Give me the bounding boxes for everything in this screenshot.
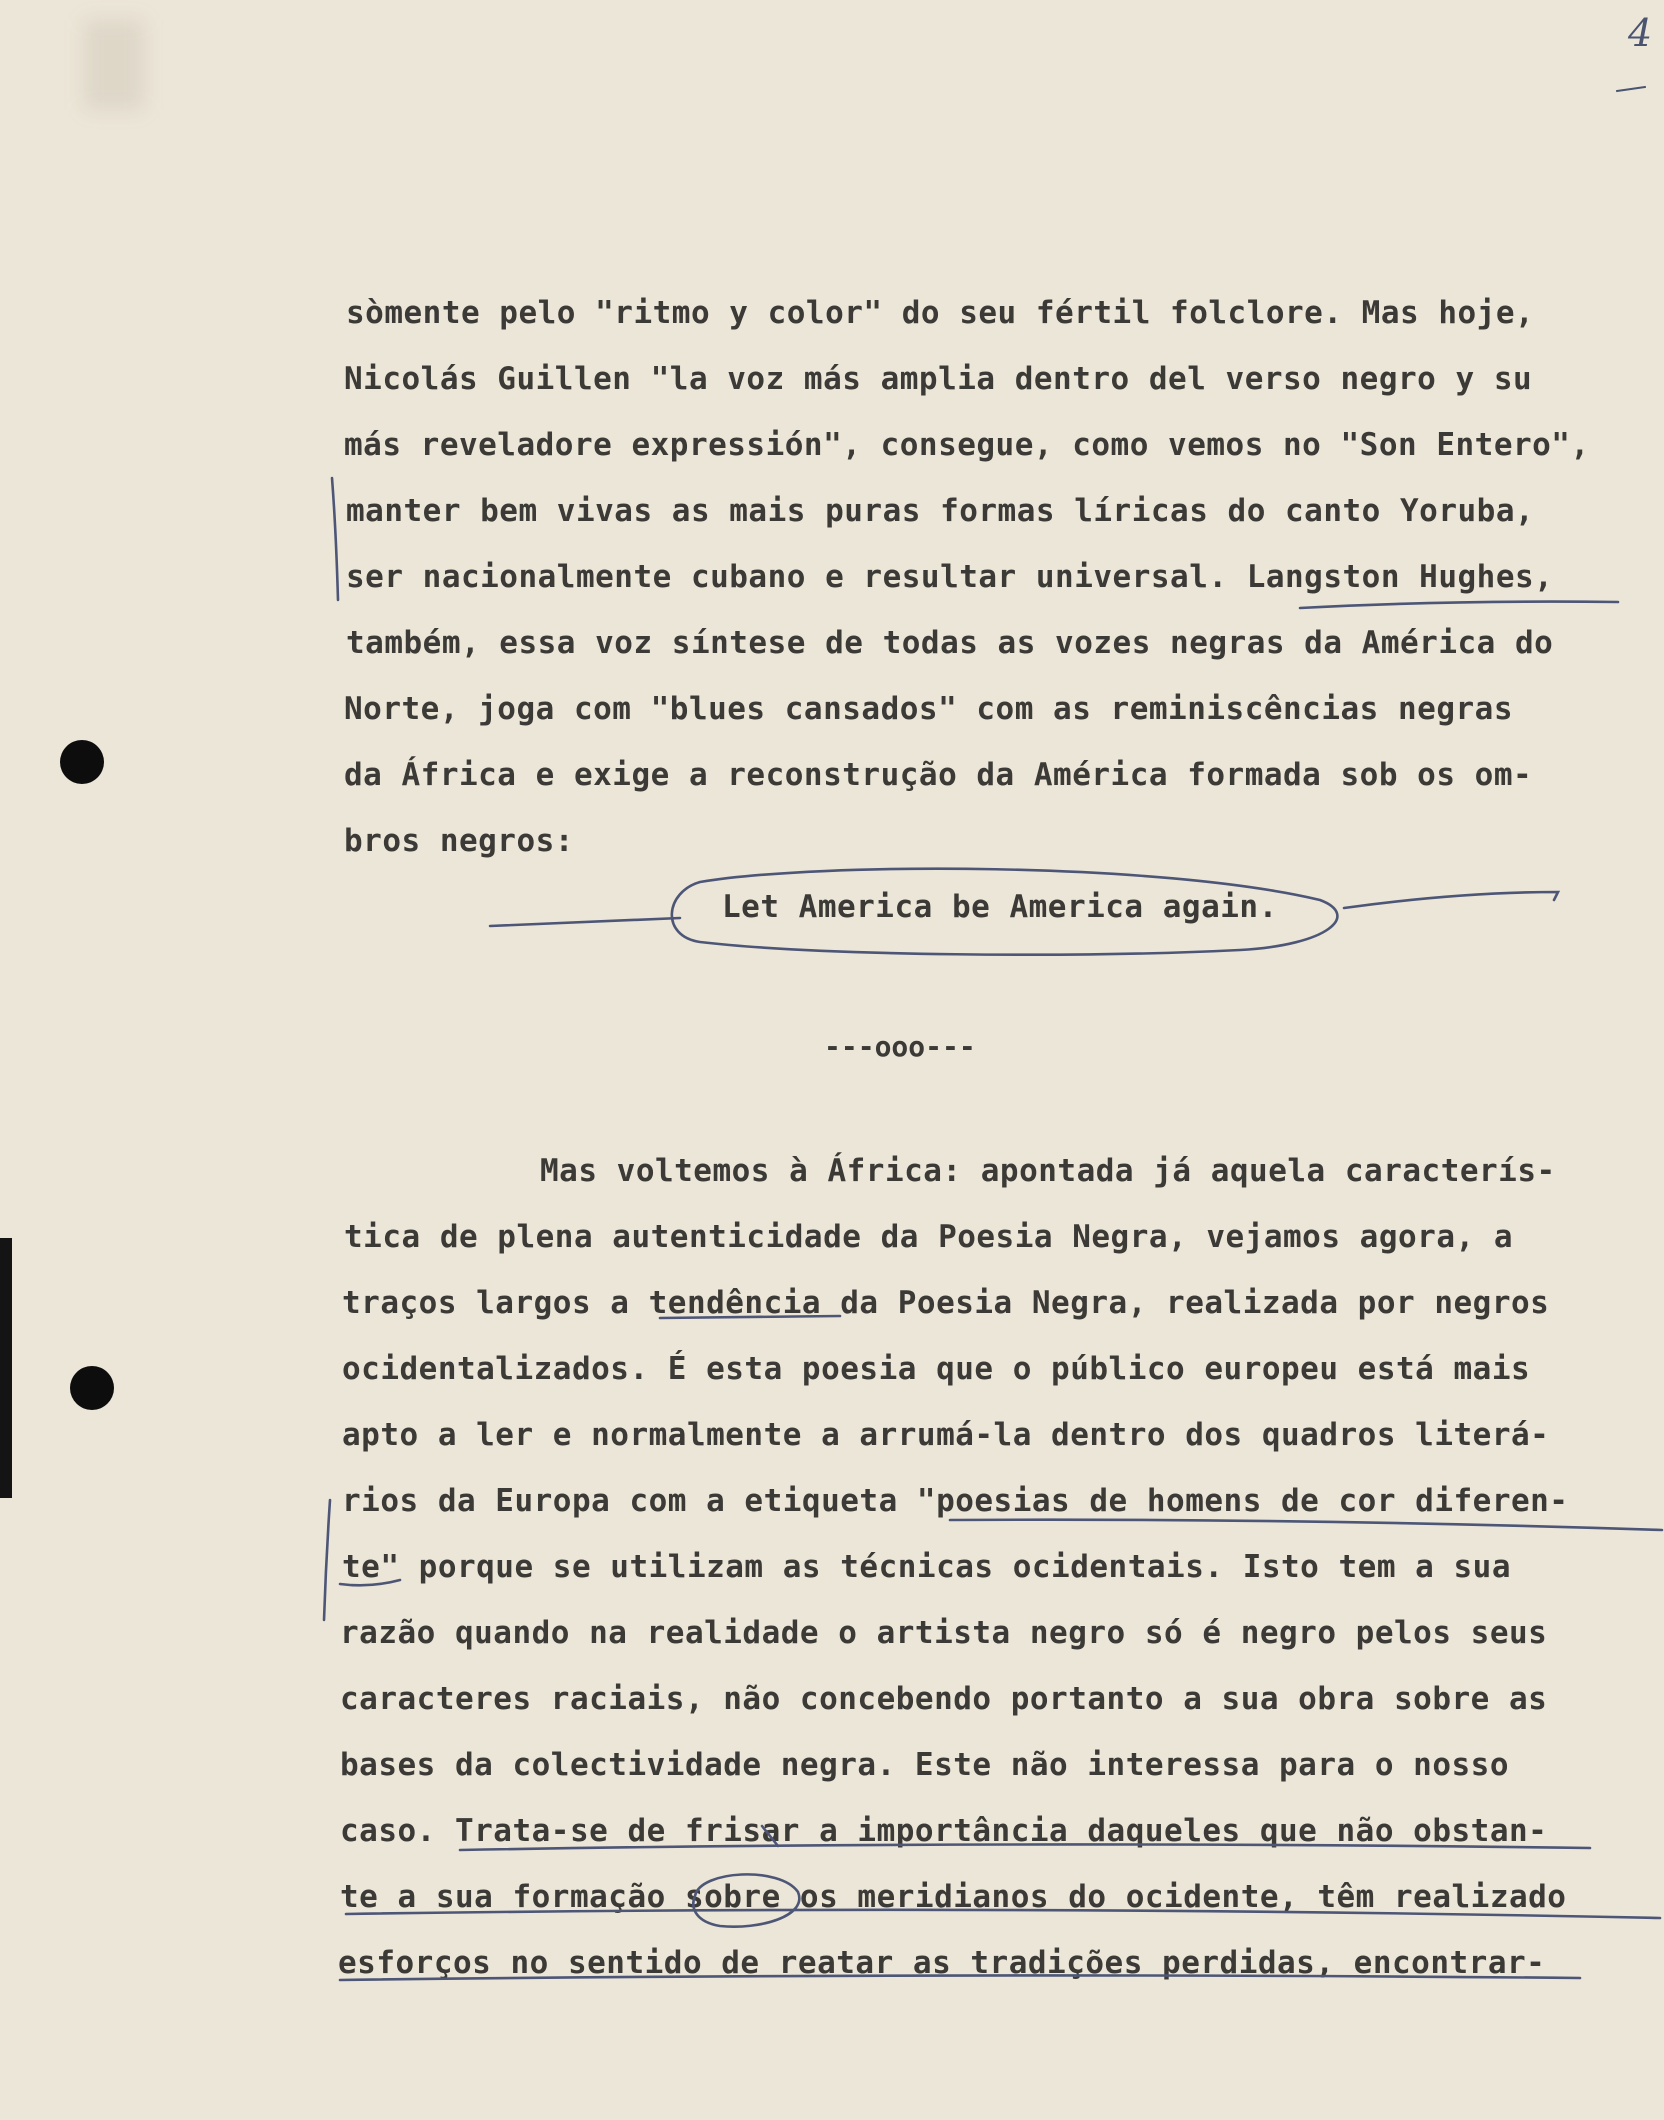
punch-hole-top xyxy=(60,740,104,784)
underline-annotation xyxy=(1300,602,1618,608)
text-line: Norte, joga com "blues cansados" com as reminiscências negras xyxy=(344,691,1513,727)
leader-line-left-annotation xyxy=(490,918,680,926)
text-line: da África e exige a reconstrução da América formada sob os om- xyxy=(344,757,1533,793)
text-line: rios da Europa com a etiqueta "poesias de homens de cor diferen- xyxy=(342,1483,1569,1519)
text-line: ocidentalizados. É esta poesia que o público europeu está mais xyxy=(342,1351,1531,1387)
text-line: te" porque se utilizam as técnicas ocidentais. Isto tem a sua xyxy=(342,1549,1511,1585)
text-line: bases da colectividade negra. Este não interessa para o nosso xyxy=(340,1747,1509,1783)
text-line: te a sua formação sobre os meridianos do ocidente, têm realizado xyxy=(340,1879,1567,1915)
text-line: caracteres raciais, não concebendo portanto a sua obra sobre as xyxy=(340,1681,1548,1717)
text-line: também, essa voz síntese de todas as vozes negras da América do xyxy=(346,625,1554,661)
text-line: apto a ler e normalmente a arrumá-la dentro dos quadros literá- xyxy=(342,1417,1550,1453)
text-line: esforços no sentido de reatar as tradições perdidas, encontrar- xyxy=(338,1945,1546,1981)
text-line: ser nacionalmente cubano e resultar universal. Langston Hughes, xyxy=(346,559,1554,595)
text-line: sòmente pelo "ritmo y color" do seu fértil folclore. Mas hoje, xyxy=(346,295,1535,331)
quoted-verse: Let America be America again. xyxy=(722,889,1278,925)
text-line: caso. Trata-se de frisar a importância daqueles que não obstan- xyxy=(340,1813,1548,1849)
leader-line-right-annotation xyxy=(1344,892,1558,908)
page-number-dash xyxy=(1616,86,1646,92)
ink-smudge xyxy=(84,20,144,110)
handwritten-page-number: 4 xyxy=(1628,11,1653,55)
text-line: Mas voltemos à África: apontada já aquela caracterís- xyxy=(540,1153,1556,1189)
text-line: tica de plena autenticidade da Poesia Negra, vejamos agora, a xyxy=(344,1219,1513,1255)
margin-bar-annotation xyxy=(324,1500,330,1620)
text-line: razão quando na realidade o artista negro só é negro pelos seus xyxy=(340,1615,1548,1651)
page-edge-tab xyxy=(0,1238,12,1498)
text-line: Nicolás Guillen "la voz más amplia dentro del verso negro y su xyxy=(344,361,1533,397)
punch-hole-bottom xyxy=(70,1366,114,1410)
text-line: traços largos a tendência da Poesia Negra, realizada por negros xyxy=(342,1285,1550,1321)
text-line: bros negros: xyxy=(344,823,574,859)
section-separator: ---ooo--- xyxy=(824,1030,976,1063)
underline-annotation xyxy=(950,1520,1662,1530)
margin-bar-annotation xyxy=(332,478,338,600)
text-line: manter bem vivas as mais puras formas líricas do canto Yoruba, xyxy=(346,493,1535,529)
text-line: más reveladore expressión", consegue, como vemos no "Son Entero", xyxy=(344,427,1590,463)
